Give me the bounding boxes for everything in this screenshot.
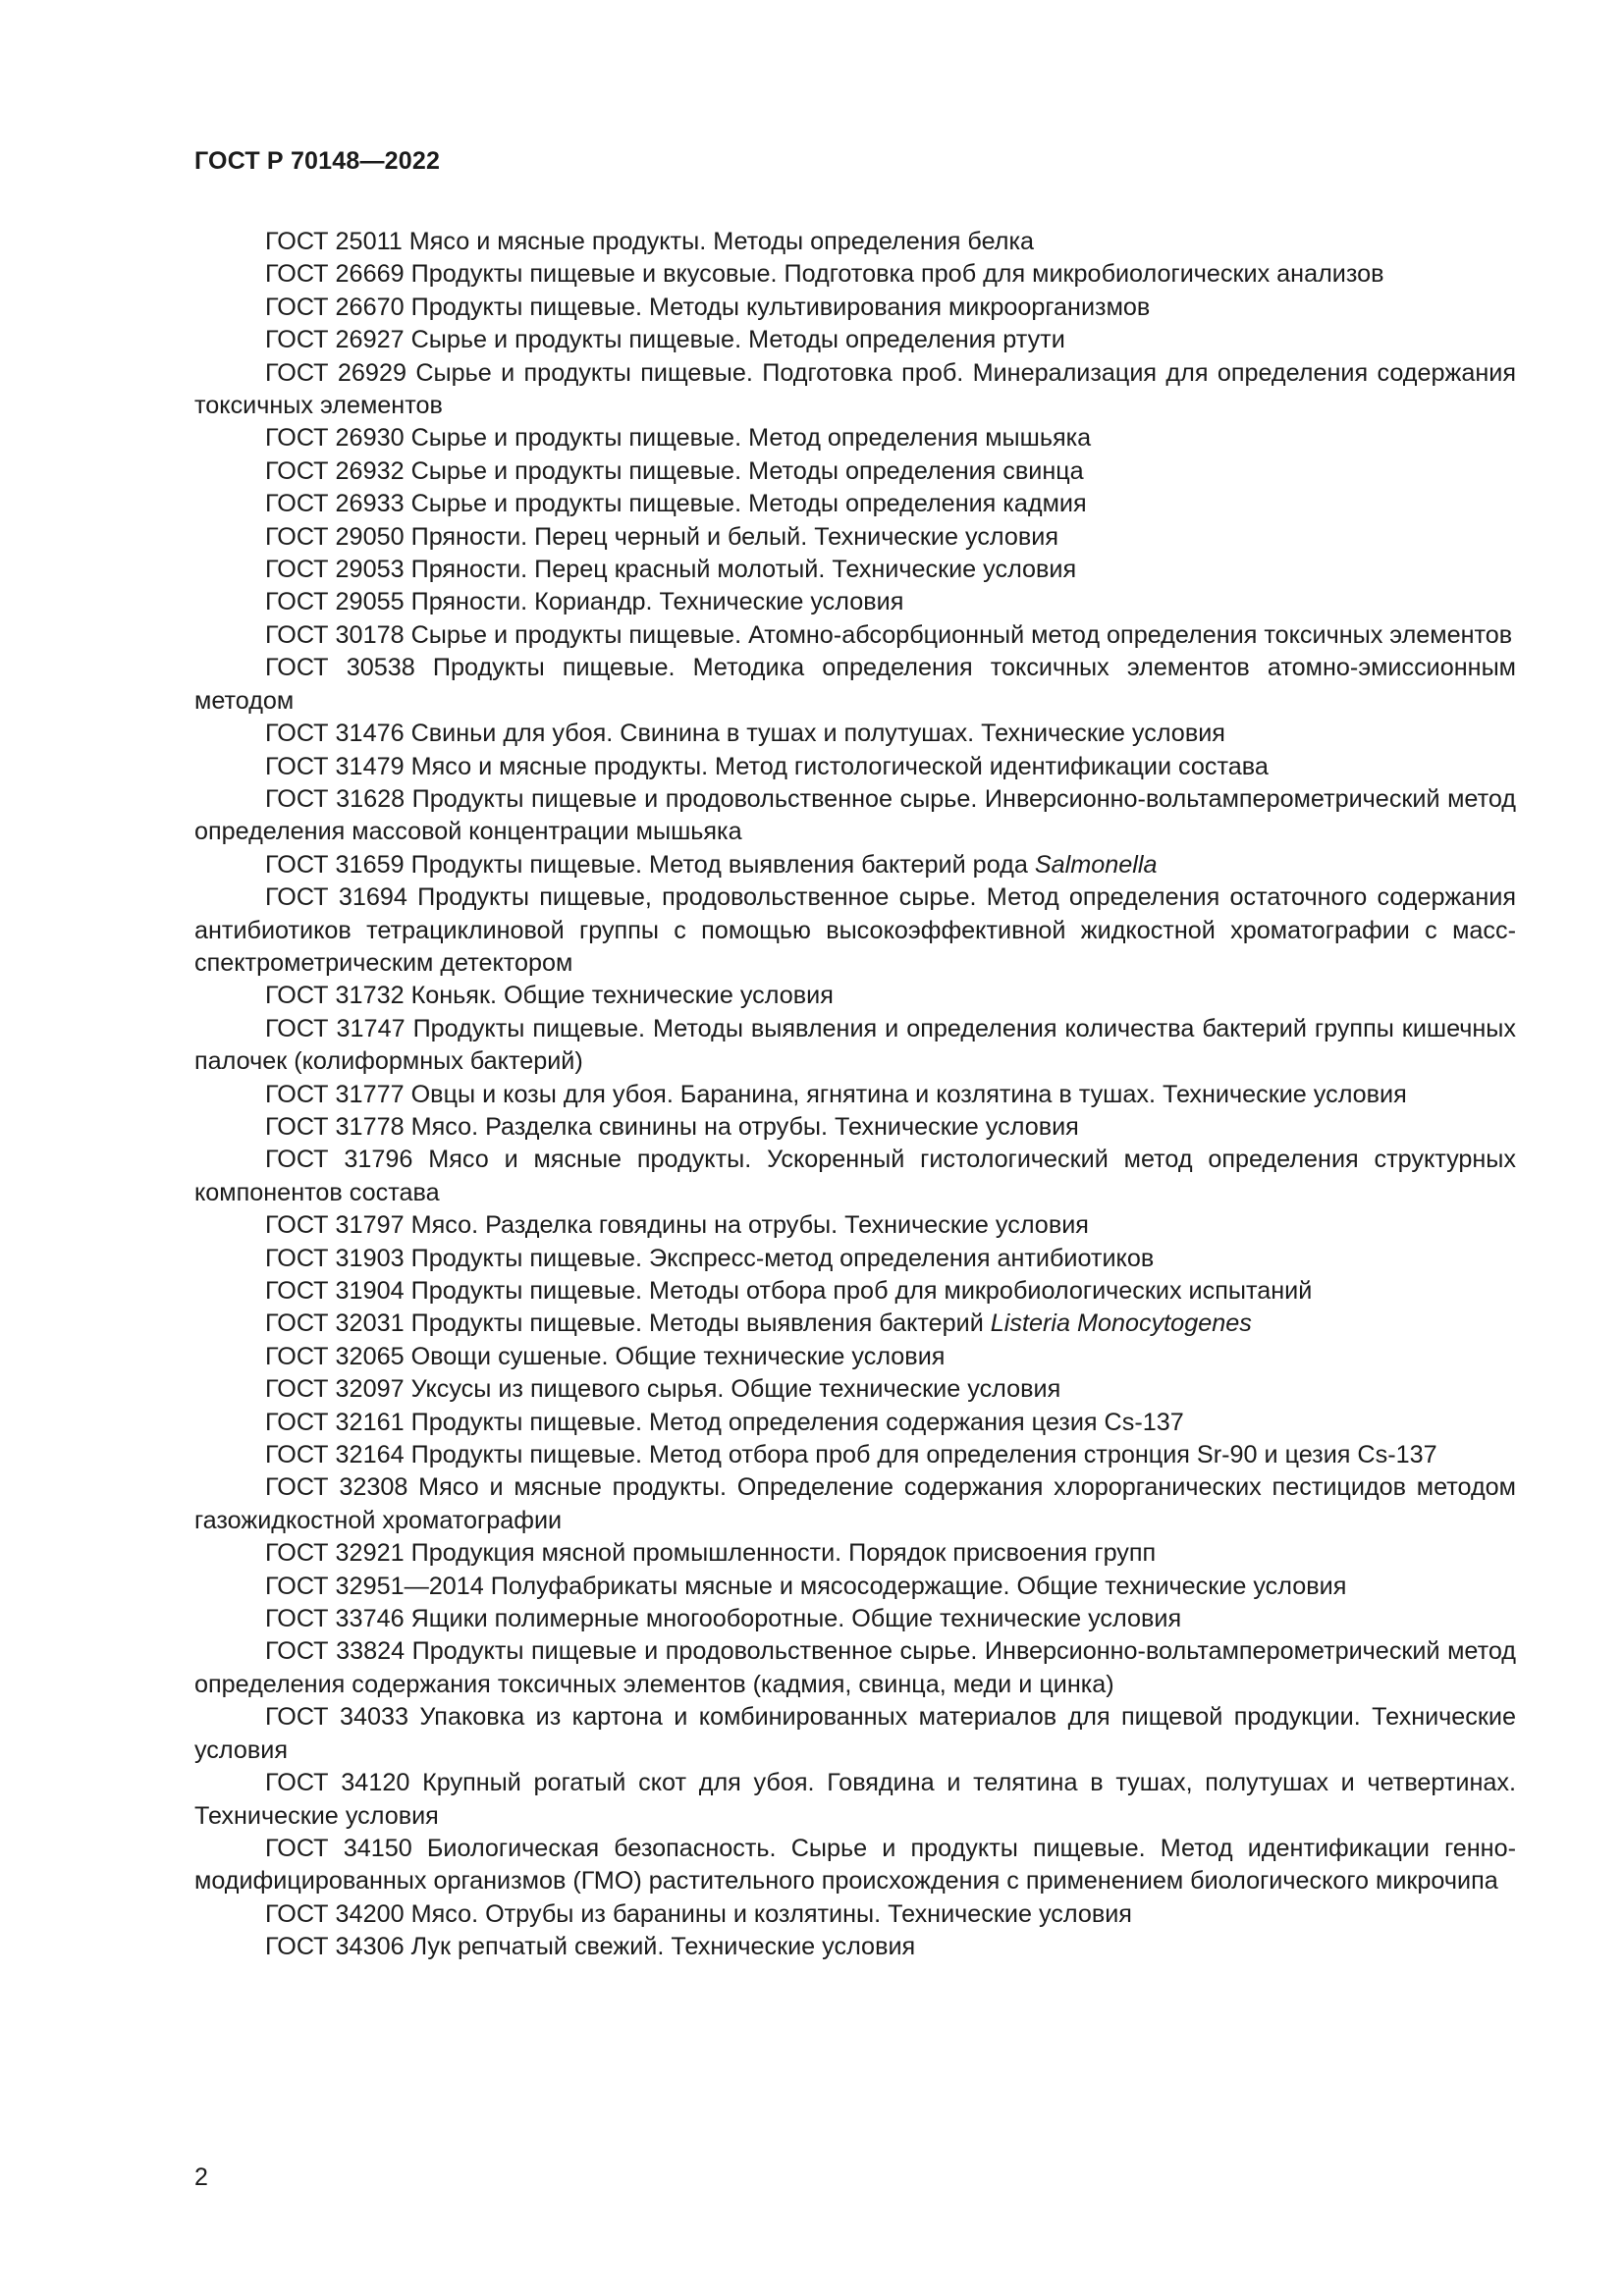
reference-text: ГОСТ 32164 Продукты пищевые. Метод отбора проб для определения стронция Sr-90 и цезия Cs-137 bbox=[265, 1441, 1437, 1469]
page-number: 2 bbox=[194, 2163, 208, 2191]
reference-text: ГОСТ 31778 Мясо. Разделка свинины на отрубы. Технические условия bbox=[265, 1112, 1079, 1141]
reference-entry bbox=[194, 1341, 1516, 1373]
reference-text: ГОСТ 26929 Сырье и продукты пищевые. Подготовка проб. Минерализация для определения содержания токсичных элементов bbox=[194, 358, 1516, 420]
normative-references-list bbox=[194, 226, 1516, 1964]
reference-text: ГОСТ 32161 Продукты пищевые. Метод определения содержания цезия Cs-137 bbox=[265, 1408, 1184, 1436]
reference-text: ГОСТ 26933 Сырье и продукты пищевые. Методы определения кадмия bbox=[265, 490, 1087, 518]
reference-italic-term: Salmonella bbox=[1034, 850, 1158, 879]
reference-text: ГОСТ 26927 Сырье и продукты пищевые. Методы определения ртути bbox=[265, 326, 1065, 354]
reference-entry bbox=[194, 718, 1516, 750]
reference-text: ГОСТ 33824 Продукты пищевые и продовольственное сырье. Инверсионно-вольтамперометрический метод определения содержания токсичных элементов (кадмия, свинца, меди и цинка) bbox=[194, 1637, 1516, 1698]
reference-entry bbox=[194, 1537, 1516, 1570]
reference-entry bbox=[194, 783, 1516, 849]
reference-entry bbox=[194, 751, 1516, 783]
reference-entry bbox=[194, 1209, 1516, 1242]
reference-text: ГОСТ 31904 Продукты пищевые. Методы отбора проб для микробиологических испытаний bbox=[265, 1277, 1313, 1305]
reference-text: ГОСТ 33746 Ящики полимерные многооборотные. Общие технические условия bbox=[265, 1605, 1182, 1633]
reference-entry bbox=[194, 1833, 1516, 1898]
reference-entry bbox=[194, 357, 1516, 423]
reference-entry bbox=[194, 881, 1516, 980]
reference-text: ГОСТ 31777 Овцы и козы для убоя. Баранина, ягнятина и козлятина в тушах. Технические условия bbox=[265, 1080, 1407, 1108]
reference-entry bbox=[194, 586, 1516, 618]
reference-text: ГОСТ 34120 Крупный рогатый скот для убоя. Говядина и телятина в тушах, полутушах и четвертинах. Технические условия bbox=[194, 1769, 1516, 1830]
reference-entry bbox=[194, 1439, 1516, 1471]
reference-entry bbox=[194, 1013, 1516, 1079]
reference-text: ГОСТ 26669 Продукты пищевые и вкусовые. Подготовка проб для микробиологических анализов bbox=[265, 260, 1384, 289]
reference-text: ГОСТ 32951—2014 Полуфабрикаты мясные и мясосодержащие. Общие технические условия bbox=[265, 1572, 1347, 1600]
reference-entry bbox=[194, 849, 1516, 881]
reference-text: ГОСТ 31732 Коньяк. Общие технические условия bbox=[265, 982, 834, 1010]
reference-entry bbox=[194, 226, 1516, 258]
reference-text: ГОСТ 34150 Биологическая безопасность. Сырье и продукты пищевые. Метод идентификации генно-модифицированных организмов (ГМО) растительного происхождения с применением биологического микрочипа bbox=[194, 1834, 1516, 1896]
reference-text: ГОСТ 31659 Продукты пищевые. Метод выявления бактерий рода bbox=[265, 850, 1035, 879]
reference-text: ГОСТ 31476 Свиньи для убоя. Свинина в тушах и полутушах. Технические условия bbox=[265, 720, 1225, 748]
reference-text: ГОСТ 29050 Пряности. Перец черный и белый. Технические условия bbox=[265, 522, 1058, 551]
reference-entry bbox=[194, 1701, 1516, 1767]
reference-entry bbox=[194, 1471, 1516, 1537]
reference-text: ГОСТ 32097 Уксусы из пищевого сырья. Общие технические условия bbox=[265, 1375, 1061, 1404]
reference-text: ГОСТ 31747 Продукты пищевые. Методы выявления и определения количества бактерий группы кишечных палочек (колиформных бактерий) bbox=[194, 1014, 1516, 1076]
reference-text: ГОСТ 32031 Продукты пищевые. Методы выявления бактерий bbox=[265, 1309, 991, 1338]
reference-text: ГОСТ 34033 Упаковка из картона и комбинированных материалов для пищевой продукции. Технические условия bbox=[194, 1703, 1516, 1764]
reference-text: ГОСТ 25011 Мясо и мясные продукты. Методы определения белка bbox=[265, 228, 1035, 255]
reference-text: ГОСТ 31903 Продукты пищевые. Экспресс-метод определения антибиотиков bbox=[265, 1244, 1155, 1272]
reference-entry bbox=[194, 488, 1516, 520]
reference-text: ГОСТ 34306 Лук репчатый свежий. Технические условия bbox=[265, 1933, 916, 1961]
reference-entry bbox=[194, 1931, 1516, 1963]
reference-italic-term: Listeria Monocytogenes bbox=[990, 1309, 1252, 1338]
reference-entry bbox=[194, 1079, 1516, 1111]
reference-text: ГОСТ 29055 Пряности. Кориандр. Технические условия bbox=[265, 588, 904, 616]
reference-entry bbox=[194, 455, 1516, 488]
reference-entry bbox=[194, 1635, 1516, 1701]
reference-entry bbox=[194, 1603, 1516, 1635]
reference-text: ГОСТ 31694 Продукты пищевые, продовольственное сырье. Метод определения остаточного содержания антибиотиков тетрациклиновой группы с помощью высокоэффективной жидкостной хроматографии с масс-спектрометрическим детектором bbox=[194, 883, 1516, 977]
reference-text: ГОСТ 31628 Продукты пищевые и продовольственное сырье. Инверсионно-вольтамперометрический метод определения массовой концентрации мышьяка bbox=[194, 784, 1516, 846]
reference-entry bbox=[194, 1243, 1516, 1275]
reference-text: ГОСТ 32921 Продукция мясной промышленности. Порядок присвоения групп bbox=[265, 1539, 1157, 1568]
document-header: ГОСТ Р 70148—2022 bbox=[194, 147, 441, 175]
reference-text: ГОСТ 26670 Продукты пищевые. Методы культивирования микроорганизмов bbox=[265, 293, 1151, 321]
reference-text: ГОСТ 29053 Пряности. Перец красный молотый. Технические условия bbox=[265, 556, 1077, 584]
reference-entry bbox=[194, 258, 1516, 291]
reference-entry bbox=[194, 1275, 1516, 1308]
reference-entry bbox=[194, 422, 1516, 454]
reference-entry bbox=[194, 1111, 1516, 1144]
reference-text: ГОСТ 31797 Мясо. Разделка говядины на отрубы. Технические условия bbox=[265, 1211, 1089, 1240]
reference-entry bbox=[194, 292, 1516, 324]
reference-entry bbox=[194, 1144, 1516, 1209]
reference-text: ГОСТ 31796 Мясо и мясные продукты. Ускоренный гистологический метод определения структурных компонентов состава bbox=[194, 1146, 1516, 1206]
reference-text: ГОСТ 26930 Сырье и продукты пищевые. Метод определения мышьяка bbox=[265, 424, 1092, 453]
reference-entry bbox=[194, 619, 1516, 652]
reference-entry bbox=[194, 554, 1516, 586]
reference-entry bbox=[194, 1767, 1516, 1833]
reference-entry bbox=[194, 1308, 1516, 1340]
reference-entry bbox=[194, 324, 1516, 356]
reference-entry bbox=[194, 1571, 1516, 1603]
reference-entry bbox=[194, 980, 1516, 1012]
reference-entry bbox=[194, 1898, 1516, 1931]
reference-text: ГОСТ 32308 Мясо и мясные продукты. Определение содержания хлорорганических пестицидов методом газожидкостной хроматографии bbox=[194, 1473, 1516, 1534]
reference-text: ГОСТ 26932 Сырье и продукты пищевые. Методы определения свинца bbox=[265, 456, 1084, 485]
reference-text: ГОСТ 34200 Мясо. Отрубы из баранины и козлятины. Технические условия bbox=[265, 1899, 1132, 1928]
reference-text: ГОСТ 30178 Сырье и продукты пищевые. Атомно-абсорбционный метод определения токсичных элементов bbox=[265, 620, 1513, 649]
reference-entry bbox=[194, 1407, 1516, 1439]
reference-text: ГОСТ 31479 Мясо и мясные продукты. Метод гистологической идентификации состава bbox=[265, 752, 1269, 780]
reference-entry bbox=[194, 521, 1516, 554]
reference-text: ГОСТ 30538 Продукты пищевые. Методика определения токсичных элементов атомно-эмиссионным методом bbox=[194, 654, 1516, 715]
reference-entry bbox=[194, 1373, 1516, 1406]
reference-text: ГОСТ 32065 Овощи сушеные. Общие технические условия bbox=[265, 1342, 946, 1370]
reference-entry bbox=[194, 652, 1516, 718]
